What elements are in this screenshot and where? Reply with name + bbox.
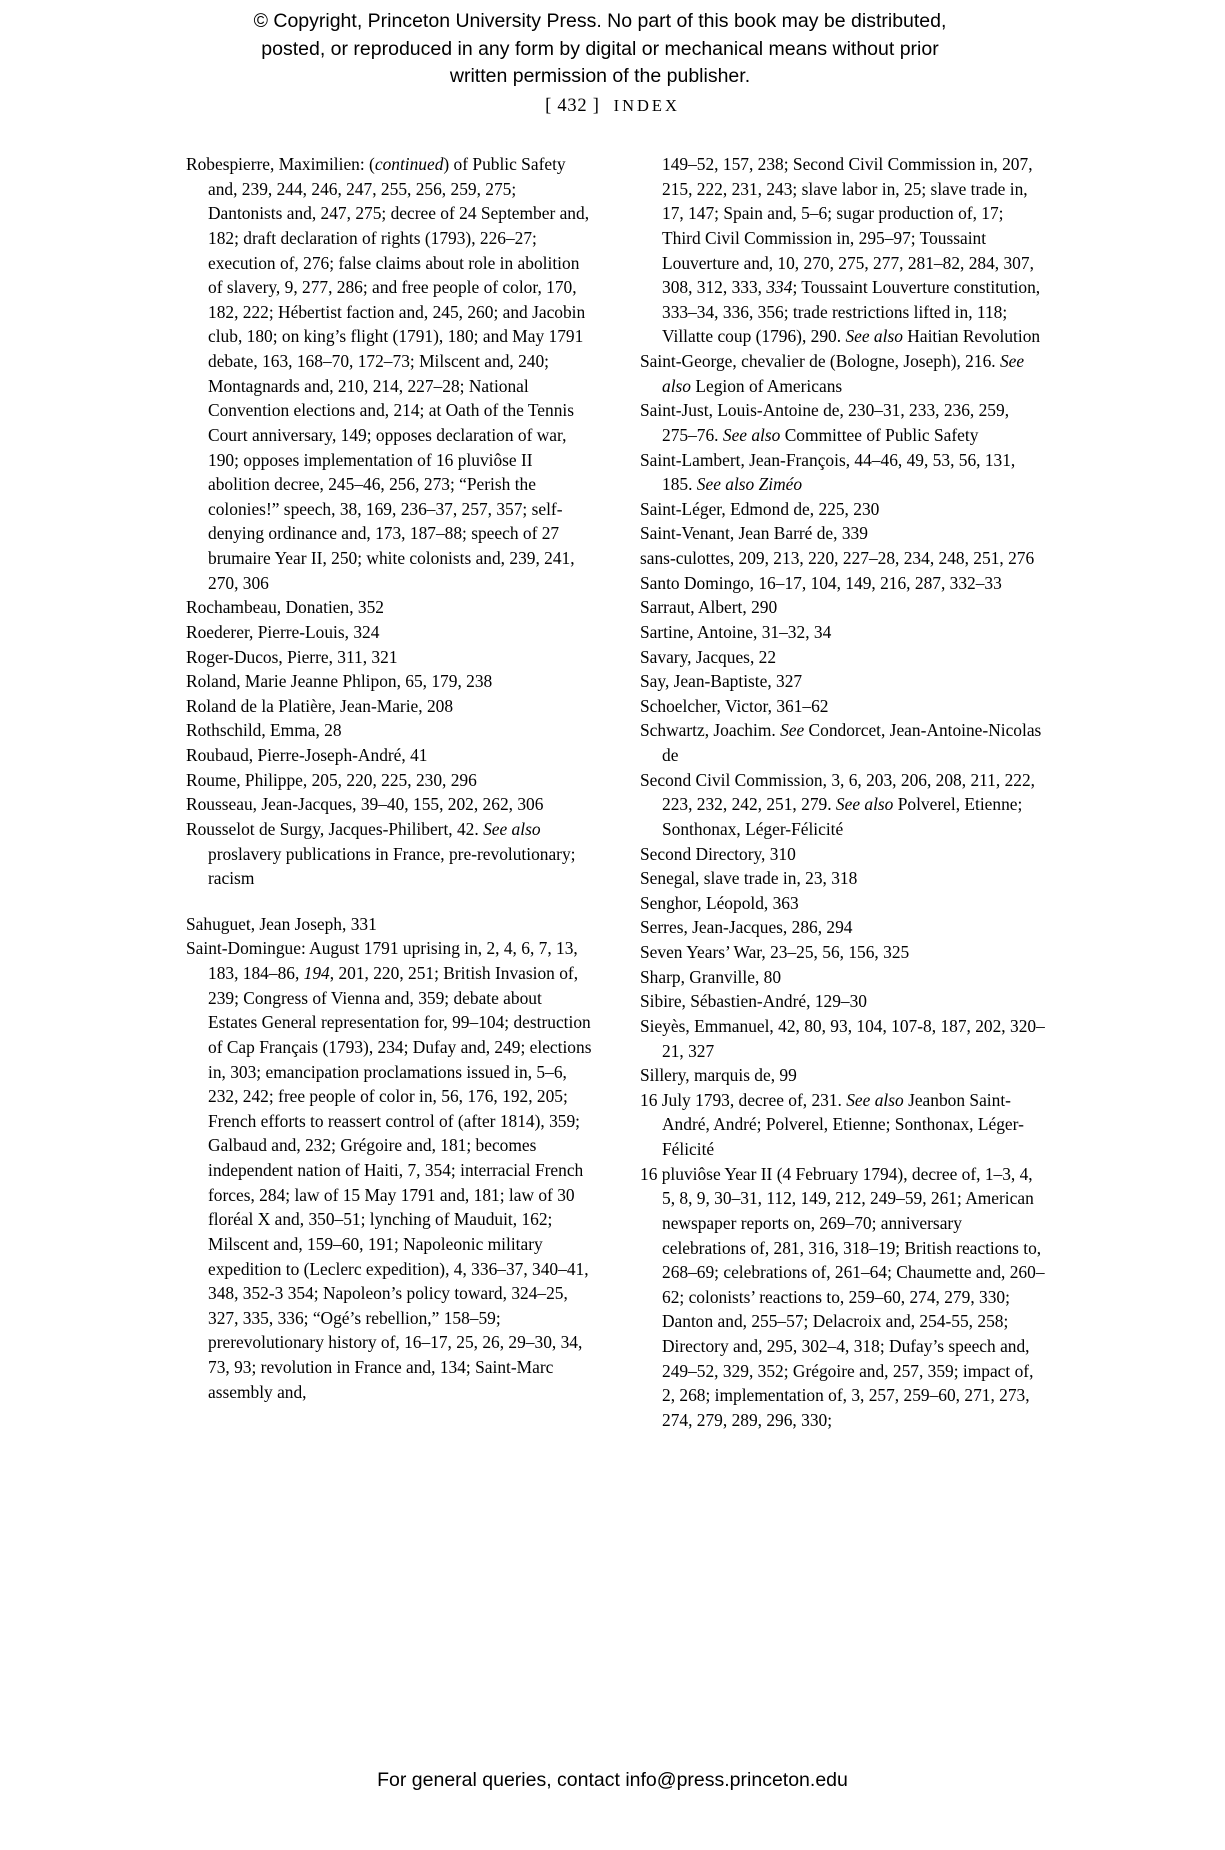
index-entry: Senghor, Léopold, 363: [640, 892, 799, 913]
index-entry: Saint-Just, Louis-Antoine de, 230–31, 233, 236, 259, 275–76. See also Committee of Public Safety: [640, 400, 1010, 445]
index-entry: Rousselot de Surgy, Jacques-Philibert, 42. See also proslavery publications in France, pre-revolutionary; racism: [186, 818, 576, 889]
index-entry: Rochambeau, Donatien, 352: [186, 597, 385, 618]
index-entry: Seven Years’ War, 23–25, 56, 156, 325: [640, 942, 910, 962]
index-entry: Roland de la Platière, Jean-Marie, 208: [186, 695, 454, 716]
index-entry: Roger-Ducos, Pierre, 311, 321: [186, 646, 398, 667]
running-head: [0, 96, 1225, 117]
copyright-notice: © Copyright, Princeton University Press. No part of this book may be distributed, posted, or reproduced in any form by digital or mechanical means without prior written permission of the publisher.: [253, 10, 947, 88]
index-entry: Second Civil Commission, 3, 6, 203, 206, 208, 211, 222, 223, 232, 242, 251, 279. See also Polverel, Etienne; Sonthonax, Léger-Félicité: [640, 769, 1036, 839]
index-entry: Serres, Jean-Jacques, 286, 294: [640, 917, 853, 938]
index-entry: Schwartz, Joachim. See Condorcet, Jean-Antoine-Nicolas de: [640, 720, 1042, 765]
index-entry: Say, Jean-Baptiste, 327: [640, 671, 803, 692]
index-entry: Senegal, slave trade in, 23, 318: [640, 868, 858, 889]
index-entry: Sillery, marquis de, 99: [640, 1065, 797, 1086]
index-columns: [186, 152, 1046, 1433]
index-entry: Robespierre, Maximilien: (continued) of Public Safety and, 239, 244, 246, 247, 255, 256, 259, 275; Dantonists and, 247, 275; decree of 24 September and, 182; draft declaration of rights (1793), 226–27; execution of, 276; false claims about role in abolition of slavery, 9, 277, 286; and free people of color, 170, 182, 222; Hébertist faction and, 245, 260; and Jacobin club, 180; on king’s flight (1791), 180; and May 1791 debate, 163, 168–70, 172–73; Milscent and, 240; Montagnards and, 210, 214, 227–28; National Convention elections and, 214; at Oath of the Tennis Court anniversary, 149; opposes declaration of war, 190; opposes implementation of 16 pluviôse II abolition decree, 245–46, 256, 273; “Perish the colonies!” speech, 38, 169, 236–37, 257, 357; self-denying ordinance and, 173, 187–88; speech of 27 brumaire Year II, 250; white colonists and, 239, 241, 270, 306: [186, 154, 590, 593]
index-entry: Savary, Jacques, 22: [640, 646, 777, 667]
index-entry: Saint-Venant, Jean Barré de, 339: [640, 523, 868, 544]
index-entry: Santo Domingo, 16–17, 104, 149, 216, 287, 332–33: [640, 572, 1002, 593]
index-entry: Sibire, Sébastien-André, 129–30: [640, 991, 868, 1012]
index-entry: 149–52, 157, 238; Second Civil Commission in, 207, 215, 222, 231, 243; slave labor in, 25; slave trade in, 17, 147; Spain and, 5–6; sugar production of, 17; Third Civil Commission in, 295–97; Toussaint Louverture and, 10, 270, 275, 277, 281–82, 284, 307, 308, 312, 333, 334; Toussaint Louverture constitution, 333–34, 336, 356; trade restrictions lifted in, 118; Villatte coup (1796), 290. See also Haitian Revolution: [662, 154, 1041, 347]
index-column-left: [186, 152, 592, 1433]
index-entry: Saint-George, chevalier de (Bologne, Joseph), 216. See also Legion of Americans: [640, 351, 1025, 396]
index-entry: Sahuguet, Jean Joseph, 331: [186, 913, 377, 934]
index-entry: 16 pluviôse Year II (4 February 1794), decree of, 1–3, 4, 5, 8, 9, 30–31, 112, 149, 212, 249–59, 261; American newspaper reports on, 269–70; anniversary celebrations of, 281, 316, 318–19; British reactions to, 268–69; celebrations of, 261–64; Chaumette and, 260–62; colonists’ reactions to, 259–60, 274, 279, 330; Danton and, 255–57; Delacroix and, 254-55, 258; Directory and, 295, 302–4, 318; Dufay’s speech and, 249–52, 329, 352; Grégoire and, 257, 359; impact of, 2, 268; implementation of, 3, 257, 259–60, 271, 273, 274, 279, 289, 296, 330;: [640, 1163, 1045, 1430]
index-entry: Saint-Lambert, Jean-François, 44–46, 49, 53, 56, 131, 185. See also Ziméo: [640, 449, 1016, 495]
index-entry: Roume, Philippe, 205, 220, 225, 230, 296: [186, 769, 477, 790]
entry-group-separator: [186, 891, 592, 912]
index-entry: Saint-Léger, Edmond de, 225, 230: [640, 498, 880, 519]
page-footer: For general queries, contact info@press.princeton.edu: [377, 1769, 848, 1791]
index-entry: Roubaud, Pierre-Joseph-André, 41: [186, 745, 428, 765]
index-entry: sans-culottes, 209, 213, 220, 227–28, 234, 248, 251, 276: [640, 548, 1035, 568]
running-head-label: INDEX: [613, 96, 680, 115]
index-entry: Roederer, Pierre-Louis, 324: [186, 621, 380, 642]
index-entry: Sartine, Antoine, 31–32, 34: [640, 621, 832, 642]
index-column-right: [640, 152, 1046, 1433]
index-entry: Rothschild, Emma, 28: [186, 720, 342, 741]
index-entry: Second Directory, 310: [640, 843, 796, 864]
index-entry: Sieyès, Emmanuel, 42, 80, 93, 104, 107-8, 187, 202, 320–21, 327: [640, 1015, 1045, 1061]
index-entry: Schoelcher, Victor, 361–62: [640, 695, 829, 716]
index-entry: Saint-Domingue: August 1791 uprising in, 2, 4, 6, 7, 13, 183, 184–86, 194, 201, 220, 251; British Invasion of, 239; Congress of Vienna and, 359; debate about Estates General representation for, 99–104; destruction of Cap Français (1793), 234; Dufay and, 249; elections in, 303; emancipation proclamations issued in, 5–6, 232, 242; free people of color in, 56, 176, 192, 205; French efforts to reassert control of (after 1814), 359; Galbaud and, 232; Grégoire and, 181; becomes independent nation of Haiti, 7, 354; interracial French forces, 284; law of 15 May 1791 and, 181; law of 30 floréal X and, 350–51; lynching of Mauduit, 162; Milscent and, 159–60, 191; Napoleonic military expedition to (Leclerc expedition), 4, 336–37, 340–41, 348, 352-3 354; Napoleon’s policy toward, 324–25, 327, 335, 336; “Ogé’s rebellion,” 158–59; prerevolutionary history of, 16–17, 25, 26, 29–30, 34, 73, 93; revolution in France and, 134; Saint-Marc assembly and,: [186, 938, 592, 1402]
index-entry: Rousseau, Jean-Jacques, 39–40, 155, 202, 262, 306: [186, 794, 544, 815]
index-entry: Sharp, Granville, 80: [640, 966, 782, 987]
index-entry: 16 July 1793, decree of, 231. See also Jeanbon Saint-André, André; Polverel, Etienne; Sonthonax, Léger-Félicité: [640, 1089, 1024, 1159]
page-folio: [ 432 ]: [545, 96, 600, 116]
index-entry: Roland, Marie Jeanne Phlipon, 65, 179, 238: [186, 671, 493, 692]
index-entry: Sarraut, Albert, 290: [640, 597, 778, 618]
